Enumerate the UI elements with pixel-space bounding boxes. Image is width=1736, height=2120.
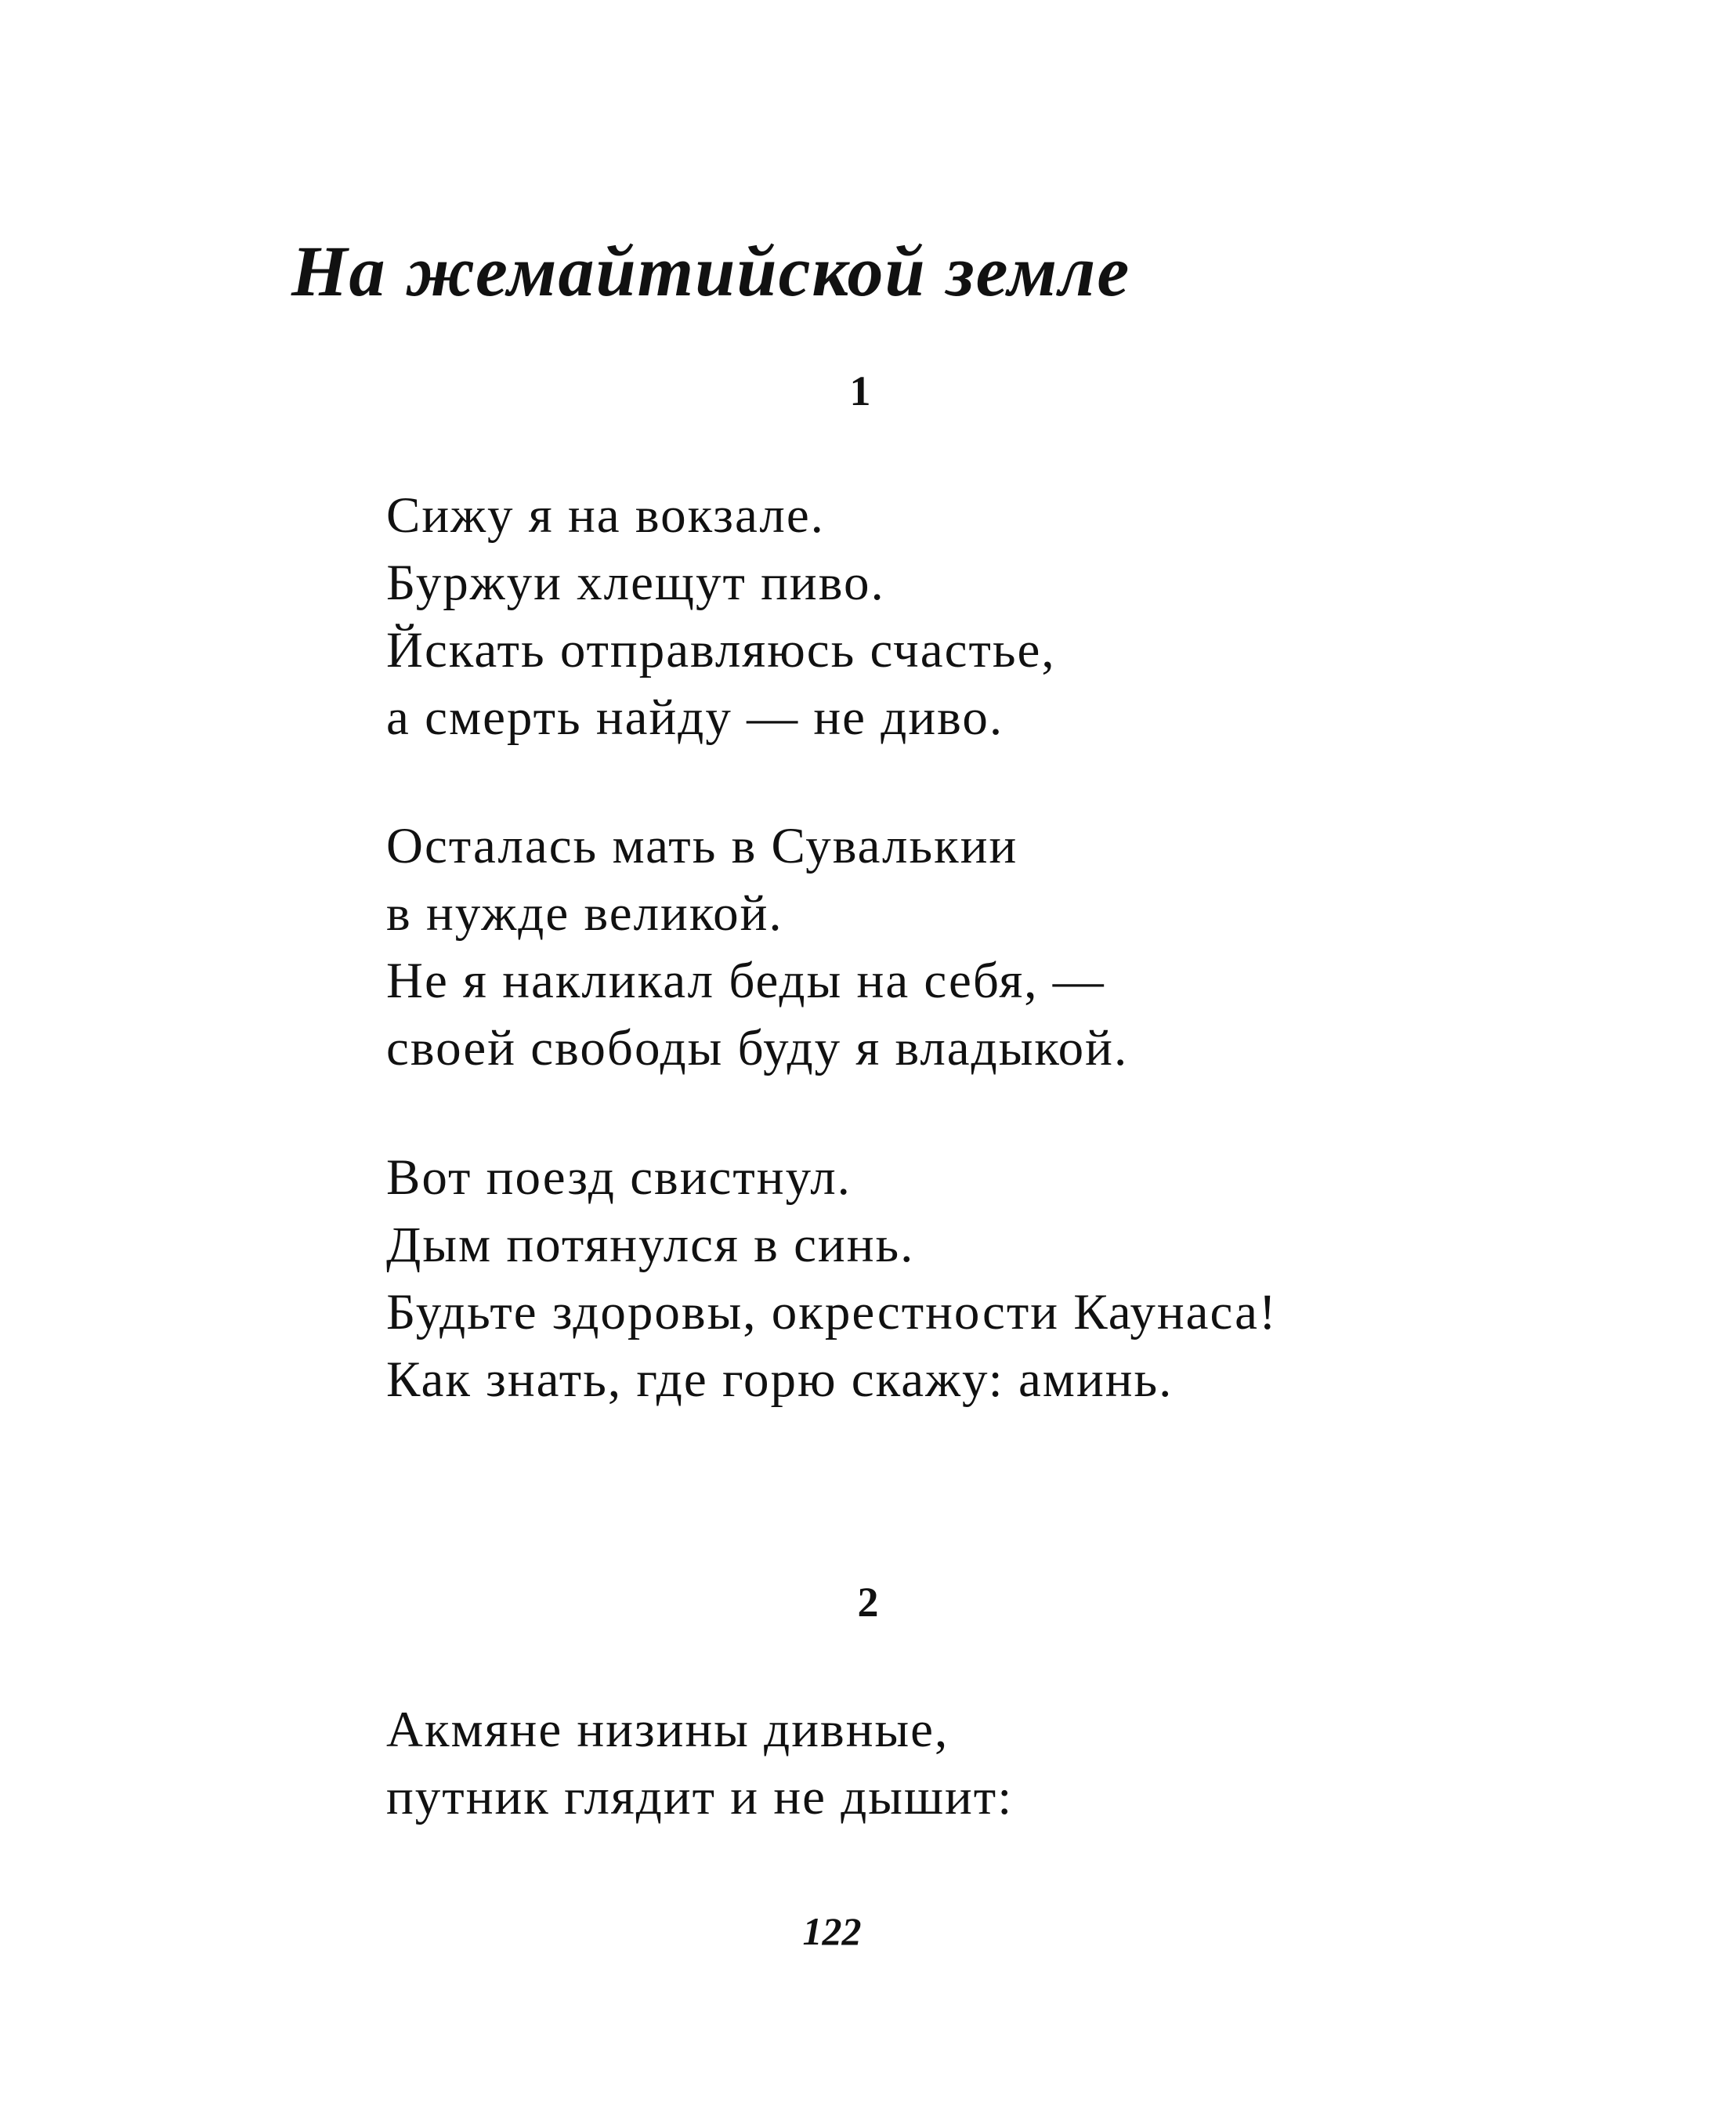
verse-line: Не я накликал беды на себя, — (386, 953, 1105, 1009)
stanza-3 (386, 1144, 1278, 1413)
section-number-2: 2 (857, 1579, 879, 1626)
stanza-2 (386, 812, 1128, 1082)
verse-line: Вот поезд свистнул. (386, 1149, 852, 1206)
verse-line: а смерть найду — не диво. (386, 689, 1004, 746)
stanza-4 (386, 1696, 1013, 1831)
verse-line: Осталась мать в Сувалькии (386, 818, 1018, 874)
verse-line: Дым потянулся в синь. (386, 1217, 915, 1273)
page-number: 122 (802, 1909, 862, 1953)
section-number-1: 1 (849, 367, 871, 414)
poem-title: На жемайтийской земле (291, 230, 1131, 311)
verse-line: в нужде великой. (386, 885, 783, 942)
verse-line: Йскать отправляюсь счастье, (386, 622, 1056, 678)
verse-line: Будьте здоровы, окрестности Каунаса! (386, 1284, 1278, 1340)
stanza-1 (386, 482, 1056, 751)
verse-line: Буржуи хлещут пиво. (386, 555, 885, 611)
verse-line: Акмяне низины дивные, (386, 1702, 949, 1758)
verse-line: Сижу я на вокзале. (386, 487, 825, 544)
verse-line: Как знать, где горю скажу: аминь. (386, 1351, 1174, 1408)
verse-line: путник глядит и не дышит: (386, 1769, 1014, 1825)
verse-line: своей свободы буду я владыкой. (386, 1020, 1129, 1076)
